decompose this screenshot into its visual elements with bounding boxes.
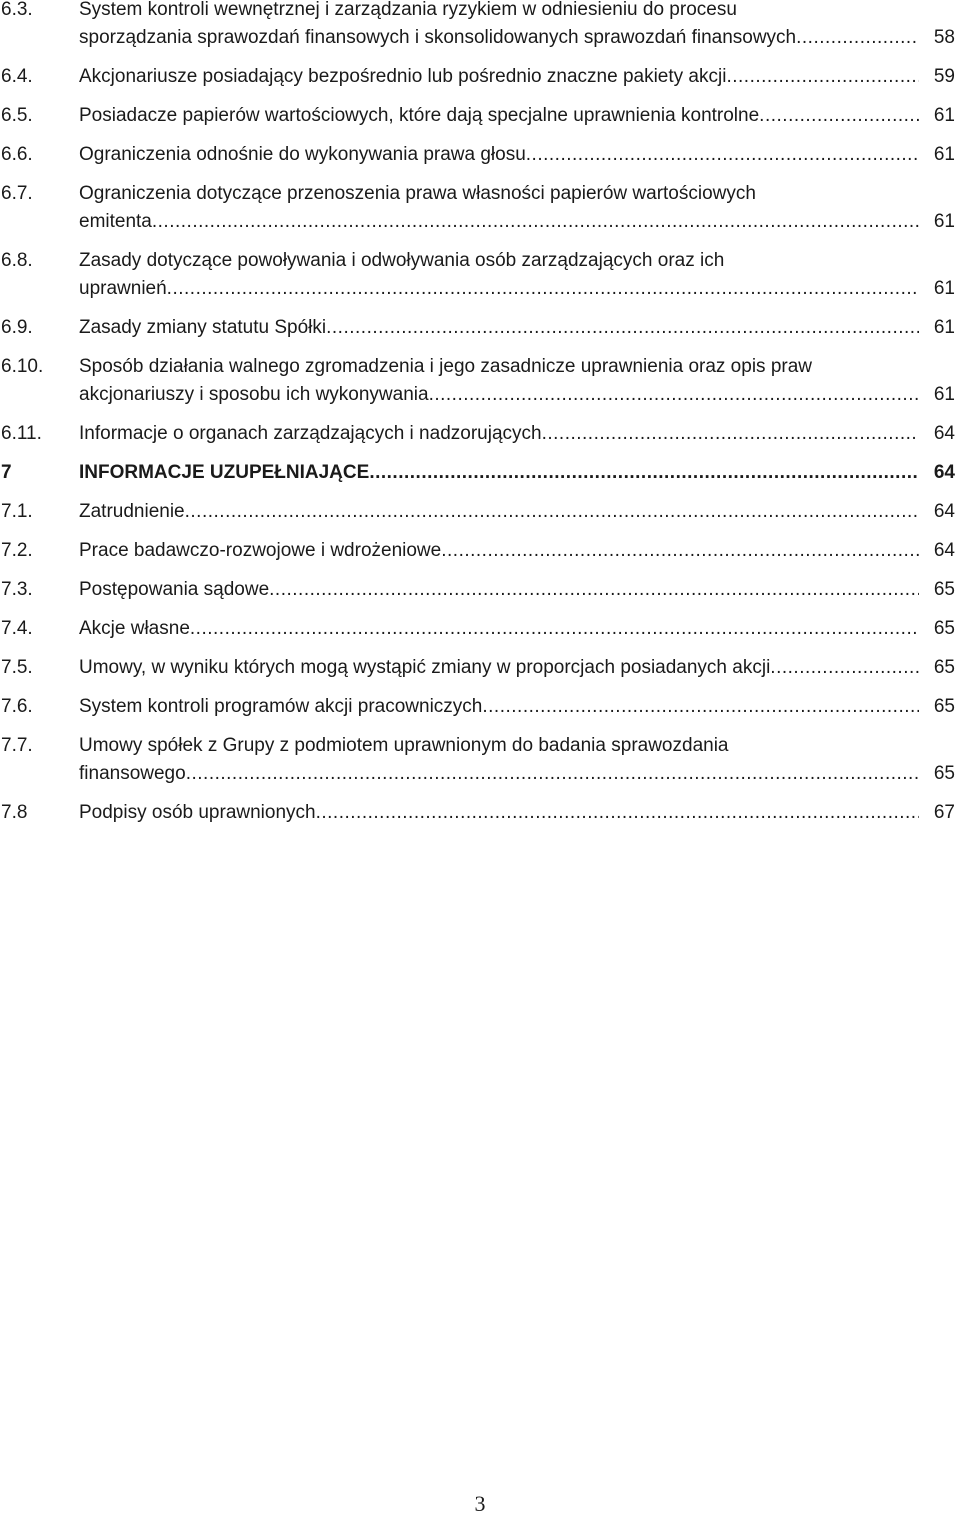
dot-leader: [542, 423, 919, 445]
toc-entry-page: 59: [933, 66, 955, 87]
toc-entry-page: 65: [933, 618, 955, 639]
toc-entry-number: 6.9.: [1, 317, 33, 338]
toc-entry-title: Umowy spółek z Grupy z podmiotem uprawnionym do badania sprawozdania: [79, 735, 729, 756]
dot-leader: [726, 66, 919, 88]
toc-entry-title: uprawnień: [79, 278, 167, 299]
toc-entry-title: System kontroli programów akcji pracowniczych: [79, 696, 483, 717]
toc-entry-title: System kontroli wewnętrznej i zarządzania ryzykiem w odniesieniu do procesu: [79, 0, 737, 20]
dot-leader: [441, 540, 919, 562]
toc-entry-title: Prace badawczo-rozwojowe i wdrożeniowe: [79, 540, 442, 561]
toc-entry-page: 61: [933, 278, 955, 299]
dot-leader: [326, 317, 919, 339]
dot-leader: [186, 763, 919, 785]
toc-entry-number: 6.6.: [1, 144, 33, 165]
dot-leader: [759, 105, 919, 127]
toc-entry-title: sporządzania sprawozdań finansowych i skonsolidowanych sprawozdań finansowych: [79, 27, 797, 48]
toc-entry-title: Posiadacze papierów wartościowych, które dają specjalne uprawnienia kontrolne: [79, 105, 760, 126]
toc-entry-title: Ograniczenia dotyczące przenoszenia prawa własności papierów wartościowych: [79, 183, 756, 204]
toc-entry-title: finansowego: [79, 763, 186, 784]
toc-entry-page: 64: [933, 540, 955, 561]
toc-entry-page: 64: [933, 423, 955, 444]
toc-entry-number: 7.4.: [1, 618, 33, 639]
toc-entry-title: Postępowania sądowe: [79, 579, 270, 600]
toc-entry-number: 7.1.: [1, 501, 33, 522]
toc-entry-number: 7.5.: [1, 657, 33, 678]
page-number: 3: [474, 1491, 486, 1516]
toc-entry-number: 7.7.: [1, 735, 33, 756]
toc-entry-number: 6.10.: [1, 356, 44, 377]
toc-entry-title: Akcje własne: [79, 618, 190, 639]
dot-leader: [185, 501, 919, 523]
dot-leader: [796, 27, 919, 49]
toc-entry-page: 61: [933, 144, 955, 165]
toc-entry-title: Ograniczenia odnośnie do wykonywania prawa głosu: [79, 144, 526, 165]
dot-leader: [369, 462, 919, 484]
toc-entry-number: 6.3.: [1, 0, 33, 20]
toc-entry-title: Informacje o organach zarządzających i nadzorujących: [79, 423, 542, 444]
toc-entry-number: 6.7.: [1, 183, 33, 204]
toc-entry-title: Sposób działania walnego zgromadzenia i jego zasadnicze uprawnienia oraz opis praw: [79, 356, 813, 377]
toc-entry-page: 58: [933, 27, 955, 48]
dot-leader: [167, 278, 919, 300]
dot-leader: [269, 579, 919, 601]
toc-entry-number: 7.3.: [1, 579, 33, 600]
toc-entry-page: 67: [933, 802, 955, 823]
toc-entry-page: 61: [933, 384, 955, 405]
toc-entry-title: Akcjonariusze posiadający bezpośrednio lub pośrednio znaczne pakiety akcji: [79, 66, 727, 87]
toc-entry-number: 6.8.: [1, 250, 33, 271]
dot-leader: [482, 696, 919, 718]
dot-leader: [190, 618, 919, 640]
toc-entry-number: 6.5.: [1, 105, 33, 126]
toc-entry-title: Umowy, w wyniku których mogą wystąpić zmiany w proporcjach posiadanych akcji: [79, 657, 771, 678]
dot-leader: [429, 384, 919, 406]
toc-entry-title: Zatrudnienie: [79, 501, 185, 522]
toc-entry-page: 65: [933, 763, 955, 784]
toc-entry-title: Zasady zmiany statutu Spółki: [79, 317, 327, 338]
toc-entry-number: 7.6.: [1, 696, 33, 717]
toc-entry-number: 7.8: [1, 802, 28, 823]
toc-entry-page: 64: [933, 462, 955, 483]
dot-leader: [152, 211, 919, 233]
toc-entry-page: 61: [933, 211, 955, 232]
toc-entry-page: 64: [933, 501, 955, 522]
toc-entry-page: 65: [933, 696, 955, 717]
toc-entry-number: 6.11.: [1, 423, 42, 444]
toc-entry-title: Zasady dotyczące powoływania i odwoływania osób zarządzających oraz ich: [79, 250, 725, 271]
toc-entry-number: 7.2.: [1, 540, 33, 561]
toc-entry-page: 61: [933, 105, 955, 126]
dot-leader: [316, 802, 919, 824]
dot-leader: [770, 657, 919, 679]
toc-entry-number: 7: [1, 462, 12, 483]
toc-entry-page: 65: [933, 579, 955, 600]
toc-entry-number: 6.4.: [1, 66, 33, 87]
toc-entry-title: emitenta: [79, 211, 152, 232]
toc-entry-title: INFORMACJE UZUPEŁNIAJĄCE: [79, 462, 370, 483]
toc-entry-title: akcjonariuszy i sposobu ich wykonywania: [79, 384, 429, 405]
toc-entry-page: 65: [933, 657, 955, 678]
toc-entry-page: 61: [933, 317, 955, 338]
toc-entry-title: Podpisy osób uprawnionych: [79, 802, 316, 823]
dot-leader: [526, 144, 919, 166]
